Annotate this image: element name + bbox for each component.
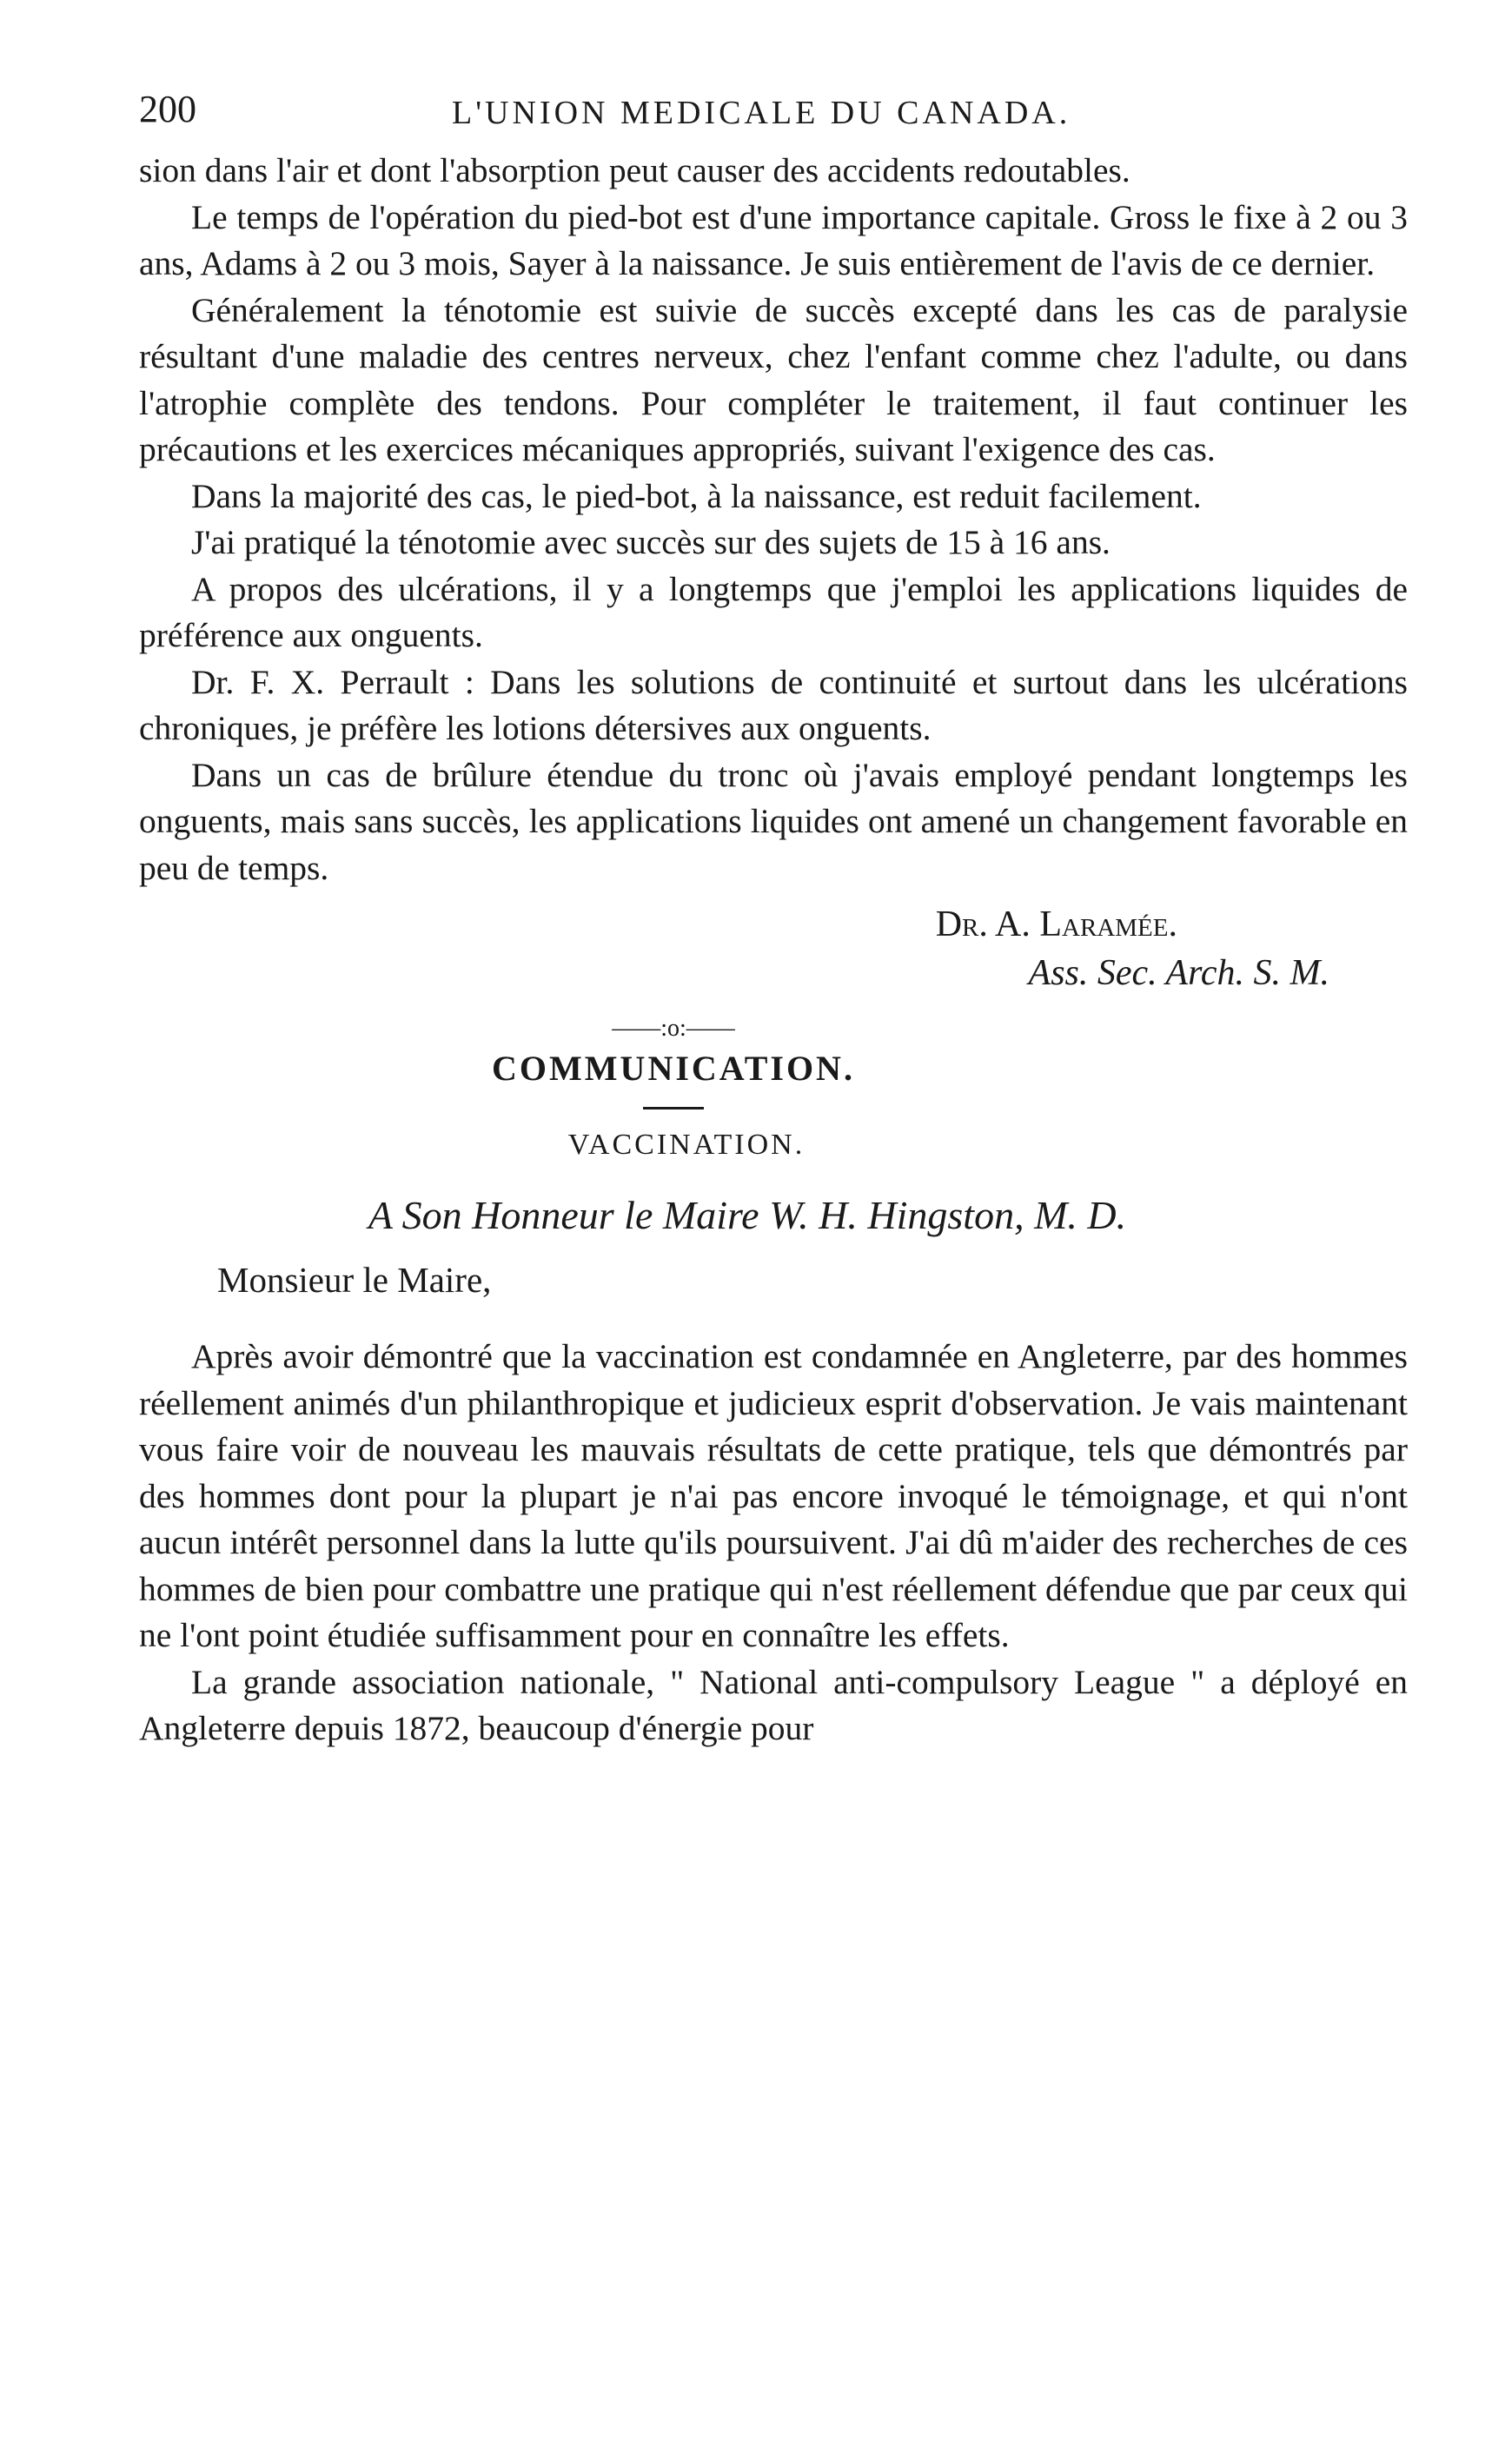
page-number: 200: [139, 88, 196, 130]
divider-ornament: ——:o:——: [612, 1015, 735, 1042]
letter-addressee: A Son Honneur le Maire W. H. Hingston, M. D.: [368, 1193, 1127, 1237]
letter-text-block: [139, 1334, 1408, 1752]
section-subheading: VACCINATION.: [567, 1129, 806, 1161]
signature-name: Dr. A. Laramée.: [935, 904, 1177, 944]
paragraph-national-league: La grande association nationale, " National anti-compulsory League " a déployé en Angleterre depuis 1872, beaucoup d'énergie pour: [139, 1662, 1408, 1747]
letter-salutation: Monsieur le Maire,: [217, 1260, 492, 1300]
signature-title: Ass. Sec. Arch. S. M.: [1028, 953, 1329, 993]
document-page: [139, 87, 1408, 2424]
paragraph-perrault: Dr. F. X. Perrault : Dans les solutions de continuité et surtout dans les ulcérations chroniques, je préfère les lotions détersives aux onguents.: [139, 662, 1408, 747]
paragraph-ulcerations: A propos des ulcérations, il y a longtemps que j'emploi les applications liquides de préférence aux onguents.: [139, 569, 1408, 654]
paragraph-majority-cases: Dans la majorité des cas, le pied-bot, à la naissance, est reduit facilement.: [191, 476, 1202, 515]
page-header: [139, 87, 1408, 148]
paragraph-continuation: sion dans l'air et dont l'absorption peut causer des accidents redoutables.: [139, 151, 1130, 189]
paragraph-burn-case: Dans un cas de brûlure étendue du tronc où j'avais employé pendant longtemps les onguents, mais sans succès, les applications liquides ont amené un changement favorable en peu de temps.: [139, 755, 1408, 887]
paragraph-tenotomy-success: Généralement la ténotomie est suivie de succès excepté dans les cas de paralysie résultant d'une maladie des centres nerveux, chez l'enfant comme chez l'adulte, ou dans l'atrophie complète des tendons. Pour compléter le traitement, il faut continuer les précautions et les exercices mécaniques appropriés, suivant l'exigence des cas.: [139, 290, 1408, 468]
paragraph-operation-timing: Le temps de l'opération du pied-bot est d'une importance capitale. Gross le fixe à 2 ou 3 ans, Adams à 2 ou 3 mois, Sayer à la naissance. Je suis entièrement de l'avis de ce dernier.: [139, 197, 1408, 282]
running-title: L'UNION MEDICALE DU CANADA.: [452, 95, 1071, 131]
paragraph-vaccination-intro: Après avoir démontré que la vaccination est condamnée en Angleterre, par des hommes réellement animés d'un philanthropique et judicieux esprit d'observation. Je vais maintenant vous faire voir de nouveau les mauvais résultats de cette pratique, tels que démontrés par des hommes dont pour la plupart je n'ai pas encore invoqué le témoignage, et qui n'ont aucun intérêt personnel dans la lutte qu'ils poursuivent. J'ai dû m'aider des recherches de ces hommes de bien pour combattre une pratique qui n'est réellement défendue que par ceux qui ne l'ont point étudiée suffisamment pour en connaître les effets.: [139, 1337, 1408, 1654]
heading-rule: [643, 1107, 704, 1109]
paragraph-practice-ages: J'ai pratiqué la ténotomie avec succès sur des sujets de 15 à 16 ans.: [191, 523, 1111, 561]
top-text-block: [139, 148, 1408, 891]
section-heading: COMMUNICATION.: [492, 1049, 855, 1088]
